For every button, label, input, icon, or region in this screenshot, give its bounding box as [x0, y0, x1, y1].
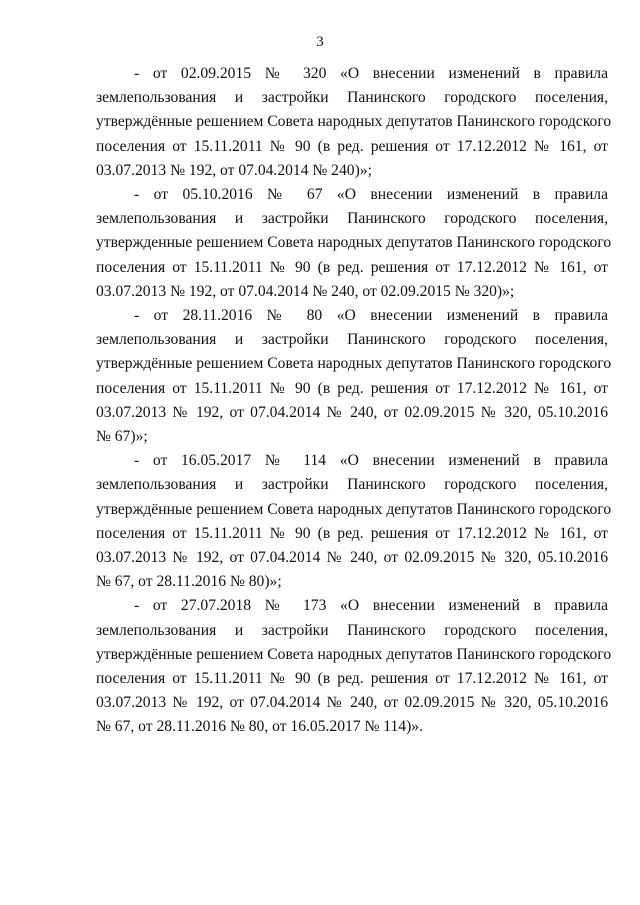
amendment-paragraph: [96, 183, 612, 304]
amendment-paragraph: [96, 594, 612, 739]
text-line: поселения от 15.11.2011 № 90 (в ред. решения от 17.12.2012 № 161, от: [96, 524, 608, 542]
text-line: - от 02.09.2015 № 320 «О внесении изменений в правила: [134, 65, 608, 82]
amendment-paragraph: [96, 304, 612, 449]
text-line: - от 16.05.2017 № 114 «О внесении изменений в правила: [134, 452, 608, 470]
text-line: землепользования и застройки Панинского городского поселения,: [96, 476, 608, 494]
text-line: 03.07.2013 № 192, от 07.04.2014 № 240, от 02.09.2015 № 320)»;: [96, 282, 515, 300]
page-number: 3: [316, 34, 324, 50]
text-line: утвержденные решением Совета народных депутатов Панинского городского: [96, 234, 612, 252]
text-line: утверждённые решением Совета народных депутатов Панинского городского: [96, 355, 612, 373]
document-body: [96, 62, 612, 740]
text-line: 03.07.2013 № 192, от 07.04.2014 № 240, от 02.09.2015 № 320, 05.10.2016: [96, 549, 608, 567]
text-line: 03.07.2013 № 192, от 07.04.2014 № 240, от 02.09.2015 № 320, 05.10.2016: [96, 403, 608, 421]
text-line: - от 05.10.2016 № 67 «О внесении изменений в правила: [134, 186, 608, 204]
text-line: землепользования и застройки Панинского городского поселения,: [96, 89, 608, 107]
amendment-paragraph: [96, 62, 612, 183]
text-line: 03.07.2013 № 192, от 07.04.2014 № 240)»;: [96, 161, 372, 179]
text-line: землепользования и застройки Панинского городского поселения,: [96, 210, 608, 228]
text-line: № 67, от 28.11.2016 № 80, от 16.05.2017 № 114)».: [96, 718, 423, 736]
text-line: № 67)»;: [96, 428, 148, 446]
text-line: 03.07.2013 № 192, от 07.04.2014 № 240, от 02.09.2015 № 320, 05.10.2016: [96, 694, 608, 712]
text-line: поселения от 15.11.2011 № 90 (в ред. решения от 17.12.2012 № 161, от: [96, 137, 608, 155]
text-line: - от 28.11.2016 № 80 «О внесении изменений в правила: [134, 307, 608, 325]
text-line: № 67, от 28.11.2016 № 80)»;: [96, 573, 282, 591]
text-line: утверждённые решением Совета народных депутатов Панинского городского: [96, 645, 612, 663]
text-line: - от 27.07.2018 № 173 «О внесении изменений в правила: [134, 597, 608, 615]
text-line: утверждённые решением Совета народных депутатов Панинского городского: [96, 113, 612, 131]
text-line: поселения от 15.11.2011 № 90 (в ред. решения от 17.12.2012 № 161, от: [96, 379, 608, 397]
text-line: землепользования и застройки Панинского городского поселения,: [96, 331, 608, 349]
text-line: поселения от 15.11.2011 № 90 (в ред. решения от 17.12.2012 № 161, от: [96, 258, 608, 276]
amendment-paragraph: [96, 449, 612, 594]
text-line: утверждённые решением Совета народных депутатов Панинского городского: [96, 500, 612, 518]
text-line: поселения от 15.11.2011 № 90 (в ред. решения от 17.12.2012 № 161, от: [96, 670, 608, 688]
text-line: землепользования и застройки Панинского городского поселения,: [96, 621, 608, 639]
